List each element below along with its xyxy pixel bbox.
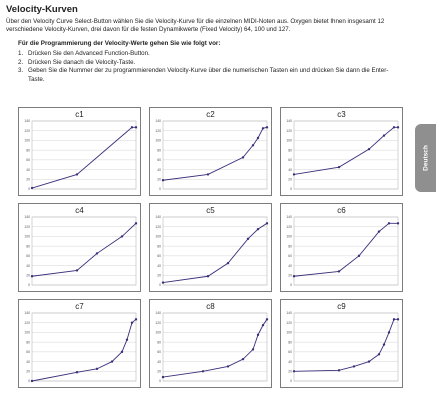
data-point: [383, 134, 385, 136]
steps-list: [18, 50, 398, 84]
y-tick-label: 100: [155, 330, 161, 335]
y-tick-label: 40: [288, 167, 292, 172]
data-point: [202, 370, 204, 372]
y-tick-label: 140: [286, 311, 292, 316]
y-tick-label: 140: [286, 119, 292, 124]
data-point: [31, 380, 33, 382]
curve-line: [163, 223, 267, 282]
y-tick-label: 20: [26, 369, 30, 374]
y-tick-label: 0: [28, 283, 30, 288]
velocity-curve-svg: [150, 108, 271, 195]
data-point: [76, 371, 78, 373]
y-tick-label: 0: [159, 379, 161, 384]
y-tick-label: 20: [288, 369, 292, 374]
data-point: [393, 318, 395, 320]
side-tab-label: Deutsch: [422, 145, 429, 171]
y-tick-label: 140: [155, 311, 161, 316]
curve-line: [294, 223, 398, 276]
y-tick-label: 100: [24, 330, 30, 335]
y-tick-label: 120: [155, 128, 161, 133]
chart-title: c5: [206, 206, 215, 215]
data-point: [257, 137, 259, 139]
velocity-curve-chart: [280, 203, 403, 292]
data-point: [262, 127, 264, 129]
velocity-curve-chart: [280, 299, 403, 388]
y-tick-label: 20: [26, 273, 30, 278]
y-tick-label: 0: [159, 283, 161, 288]
chart-title: c1: [75, 110, 84, 119]
velocity-curve-svg: [19, 204, 140, 291]
chart-title: c8: [206, 302, 215, 311]
intro-paragraph: Über den Velocity Curve Select-Button wählen Sie die Velocity-Kurve für die einzelnen MIDI-Noten aus. Oxygen bietet Ihnen insgesamt 12 verschiedene Velocity-Kurven, drei davon für die festen Dynamikwerte (Fixed Velocity) 64, 100 und 127.: [6, 18, 385, 34]
velocity-curve-svg: [150, 204, 271, 291]
data-point: [135, 318, 137, 320]
y-tick-label: 40: [26, 263, 30, 268]
data-point: [353, 365, 355, 367]
y-tick-label: 60: [288, 254, 292, 259]
y-tick-label: 140: [24, 311, 30, 316]
y-tick-label: 60: [26, 350, 30, 355]
y-tick-label: 120: [24, 128, 30, 133]
data-point: [397, 318, 399, 320]
plot-area: [294, 121, 398, 189]
y-tick-label: 20: [26, 177, 30, 182]
step-text: Drücken Sie danach die Velocity-Taste.: [28, 58, 136, 66]
data-point: [383, 343, 385, 345]
y-tick-label: 100: [24, 138, 30, 143]
y-tick-label: 80: [26, 148, 30, 153]
y-tick-label: 60: [157, 254, 161, 259]
data-point: [266, 126, 268, 128]
data-point: [388, 331, 390, 333]
data-point: [121, 235, 123, 237]
velocity-curve-svg: [281, 300, 402, 387]
data-point: [126, 339, 128, 341]
y-tick-label: 60: [26, 254, 30, 259]
velocity-curve-svg: [19, 300, 140, 387]
step-item: [18, 50, 398, 59]
y-tick-label: 20: [157, 369, 161, 374]
data-point: [207, 275, 209, 277]
data-point: [338, 270, 340, 272]
y-tick-label: 80: [288, 244, 292, 249]
velocity-curve-chart: [149, 203, 272, 292]
data-point: [393, 126, 395, 128]
y-tick-label: 0: [290, 283, 292, 288]
data-point: [293, 173, 295, 175]
plot-area: [163, 121, 267, 189]
chart-title: c2: [206, 110, 215, 119]
y-tick-label: 0: [28, 187, 30, 192]
data-point: [397, 126, 399, 128]
velocity-curve-svg: [281, 204, 402, 291]
velocity-curve-chart: [149, 107, 272, 196]
y-tick-label: 60: [288, 350, 292, 355]
data-point: [31, 187, 33, 189]
step-item: [18, 67, 398, 84]
data-point: [293, 275, 295, 277]
data-point: [388, 222, 390, 224]
y-tick-label: 100: [286, 138, 292, 143]
step-item: [18, 59, 398, 68]
data-point: [135, 126, 137, 128]
curve-line: [32, 127, 136, 188]
y-tick-label: 100: [286, 330, 292, 335]
y-tick-label: 120: [286, 320, 292, 325]
data-point: [378, 230, 380, 232]
step-number: 2.: [18, 58, 24, 66]
y-tick-label: 120: [286, 224, 292, 229]
curve-line: [163, 319, 267, 377]
plot-area: [163, 217, 267, 285]
y-tick-label: 80: [288, 340, 292, 345]
chart-title: c6: [337, 206, 346, 215]
velocity-curve-chart: [280, 107, 403, 196]
data-point: [96, 368, 98, 370]
y-tick-label: 140: [286, 215, 292, 220]
data-point: [76, 173, 78, 175]
data-point: [368, 148, 370, 150]
velocity-curve-chart: [18, 299, 141, 388]
y-tick-label: 20: [157, 177, 161, 182]
curve-line: [32, 319, 136, 381]
steps-heading: Für die Programmierung der Velocity-Werte gehen Sie wie folgt vor:: [18, 40, 221, 47]
chart-title: c4: [75, 206, 84, 215]
data-point: [378, 353, 380, 355]
data-point: [252, 144, 254, 146]
y-tick-label: 120: [155, 320, 161, 325]
chart-title: c7: [75, 302, 84, 311]
data-point: [242, 358, 244, 360]
y-tick-label: 80: [288, 148, 292, 153]
data-point: [131, 322, 133, 324]
plot-area: [32, 217, 136, 285]
data-point: [162, 281, 164, 283]
data-point: [111, 360, 113, 362]
y-tick-label: 80: [157, 340, 161, 345]
data-point: [121, 351, 123, 353]
y-tick-label: 60: [26, 158, 30, 163]
y-tick-label: 60: [157, 158, 161, 163]
curve-line: [163, 127, 267, 180]
data-point: [257, 334, 259, 336]
y-tick-label: 140: [155, 215, 161, 220]
y-tick-label: 40: [157, 359, 161, 364]
y-tick-label: 20: [157, 273, 161, 278]
chart-title: c3: [337, 110, 346, 119]
data-point: [135, 222, 137, 224]
data-point: [76, 269, 78, 271]
plot-area: [163, 313, 267, 381]
data-point: [31, 275, 33, 277]
step-number: 1.: [18, 50, 24, 57]
y-tick-label: 40: [288, 359, 292, 364]
data-point: [358, 255, 360, 257]
data-point: [338, 369, 340, 371]
side-language-tab[interactable]: [415, 124, 436, 192]
y-tick-label: 100: [24, 234, 30, 239]
data-point: [227, 262, 229, 264]
data-point: [257, 228, 259, 230]
data-point: [266, 222, 268, 224]
y-tick-label: 100: [286, 234, 292, 239]
y-tick-label: 0: [290, 379, 292, 384]
y-tick-label: 120: [24, 320, 30, 325]
page-title: Velocity-Kurven: [6, 4, 78, 15]
curve-line: [294, 127, 398, 174]
y-tick-label: 140: [24, 215, 30, 220]
velocity-curve-chart: [149, 299, 272, 388]
y-tick-label: 140: [24, 119, 30, 124]
y-tick-label: 20: [288, 177, 292, 182]
y-tick-label: 80: [26, 244, 30, 249]
data-point: [262, 324, 264, 326]
step-text: Drücken Sie den Advanced Function-Button.: [28, 50, 150, 57]
y-tick-label: 40: [26, 167, 30, 172]
y-tick-label: 0: [28, 379, 30, 384]
y-tick-label: 80: [157, 148, 161, 153]
y-tick-label: 80: [157, 244, 161, 249]
y-tick-label: 40: [157, 263, 161, 268]
y-tick-label: 100: [155, 234, 161, 239]
velocity-curve-svg: [150, 300, 271, 387]
data-point: [96, 252, 98, 254]
y-tick-label: 40: [288, 263, 292, 268]
velocity-curve-svg: [19, 108, 140, 195]
velocity-curve-svg: [281, 108, 402, 195]
y-tick-label: 140: [155, 119, 161, 124]
y-tick-label: 0: [290, 187, 292, 192]
velocity-curve-chart: [18, 107, 141, 196]
data-point: [368, 360, 370, 362]
y-tick-label: 60: [157, 350, 161, 355]
chart-title: c9: [337, 302, 346, 311]
velocity-curve-chart: [18, 203, 141, 292]
data-point: [266, 318, 268, 320]
data-point: [397, 222, 399, 224]
step-text: Geben Sie die Nummer der zu programmierenden Velocity-Kurve über die numerischen Tasten ein und drücken Sie dann die Enter-Taste.: [28, 67, 389, 83]
data-point: [162, 179, 164, 181]
data-point: [338, 166, 340, 168]
data-point: [293, 370, 295, 372]
data-point: [242, 156, 244, 158]
data-point: [131, 126, 133, 128]
curve-line: [294, 319, 398, 371]
y-tick-label: 100: [155, 138, 161, 143]
y-tick-label: 20: [288, 273, 292, 278]
y-tick-label: 0: [159, 187, 161, 192]
data-point: [207, 173, 209, 175]
y-tick-label: 80: [26, 340, 30, 345]
data-point: [227, 365, 229, 367]
data-point: [162, 376, 164, 378]
y-tick-label: 60: [288, 158, 292, 163]
plot-area: [32, 121, 136, 189]
data-point: [247, 238, 249, 240]
y-tick-label: 120: [24, 224, 30, 229]
data-point: [252, 348, 254, 350]
y-tick-label: 120: [286, 128, 292, 133]
step-number: 3.: [18, 67, 24, 74]
y-tick-label: 120: [155, 224, 161, 229]
curve-line: [32, 223, 136, 276]
y-tick-label: 40: [26, 359, 30, 364]
y-tick-label: 40: [157, 167, 161, 172]
